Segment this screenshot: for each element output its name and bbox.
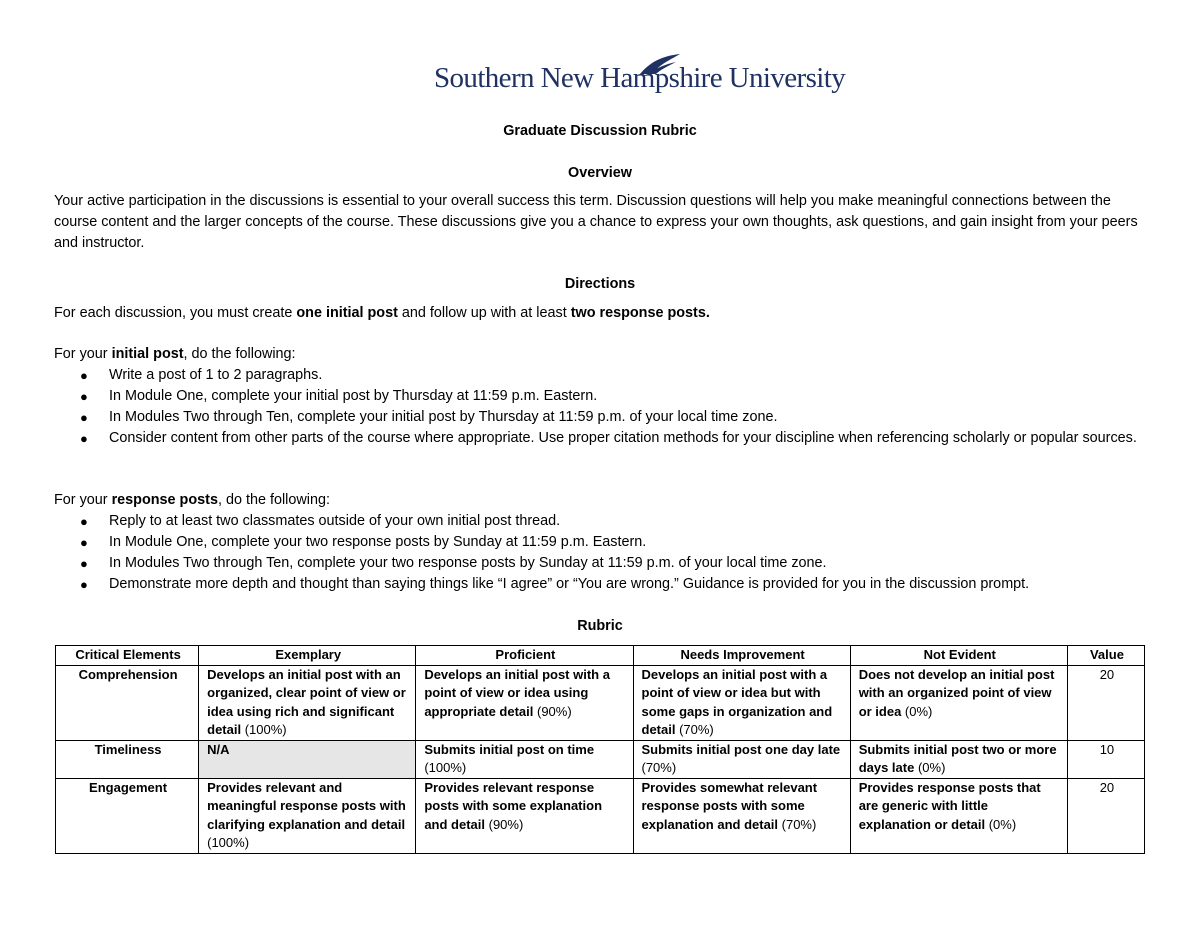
value-cell: 20 xyxy=(1067,665,1144,740)
university-logo xyxy=(434,52,846,108)
needs-improvement-cell: Develops an initial post with a point of view or idea but with some gaps in organization and detail (70%) xyxy=(633,665,850,740)
initial-post-instructions: For your initial post, do the following: xyxy=(54,346,296,362)
directions-heading: Directions xyxy=(564,276,636,292)
list-item: ● In Modules Two through Ten, complete your two response posts by Sunday at 11:59 p.m. of your local time zone. xyxy=(54,553,1149,574)
table-row xyxy=(56,778,1145,853)
needs-improvement-cell: Provides somewhat relevant response posts with some explanation and detail (70%) xyxy=(633,778,850,853)
bullet-icon: ● xyxy=(80,556,88,571)
critical-element-cell: Comprehension xyxy=(56,665,199,740)
exemplary-cell: Provides relevant and meaningful response posts with clarifying explanation and detail (100%) xyxy=(199,778,416,853)
list-item: ● In Modules Two through Ten, complete your initial post by Thursday at 11:59 p.m. of your local time zone. xyxy=(54,407,1149,428)
exemplary-cell: N/A xyxy=(199,740,416,778)
table-row xyxy=(56,665,1145,740)
overview-heading: Overview xyxy=(568,165,632,181)
critical-element-cell: Engagement xyxy=(56,778,199,853)
initial-post-emphasis: one initial post xyxy=(296,305,398,321)
critical-element-cell: Timeliness xyxy=(56,740,199,778)
column-header: Not Evident xyxy=(850,646,1067,666)
column-header: Critical Elements xyxy=(56,646,199,666)
proficient-cell: Submits initial post on time (100%) xyxy=(416,740,633,778)
list-item: ● In Module One, complete your initial post by Thursday at 11:59 p.m. Eastern. xyxy=(54,386,1149,407)
bullet-icon: ● xyxy=(80,410,88,425)
proficient-cell: Provides relevant response posts with some explanation and detail (90%) xyxy=(416,778,633,853)
bullet-icon: ● xyxy=(80,368,88,383)
bullet-icon: ● xyxy=(80,431,88,446)
table-row xyxy=(56,740,1145,778)
bullet-icon: ● xyxy=(80,535,88,550)
overview-text: Your active participation in the discussions is essential to your overall success this term. Discussion questions will help you make meaningful connections between the course content and the larger concepts of the course. These discussions give you a chance to express your own thoughts, ask questions, and gain insight from your peers and instructor. xyxy=(54,193,1138,251)
bullet-icon: ● xyxy=(80,389,88,404)
response-posts-emphasis: two response posts. xyxy=(570,305,710,321)
column-header: Proficient xyxy=(416,646,633,666)
list-item: ● Reply to at least two classmates outside of your own initial post thread. xyxy=(54,511,1149,532)
bullet-icon: ● xyxy=(80,577,88,592)
response-post-instructions: For your response posts, do the following: xyxy=(54,492,330,508)
logo-text: Southern New Hampshire University xyxy=(434,62,846,94)
column-header: Value xyxy=(1067,646,1144,666)
not-evident-cell: Submits initial post two or more days late (0%) xyxy=(850,740,1067,778)
value-cell: 10 xyxy=(1067,740,1144,778)
list-item: ● In Module One, complete your two response posts by Sunday at 11:59 p.m. Eastern. xyxy=(54,532,1149,553)
column-header: Exemplary xyxy=(199,646,416,666)
response-post-list xyxy=(54,511,1149,595)
table-header-row xyxy=(56,646,1145,666)
bullet-icon: ● xyxy=(80,514,88,529)
directions-intro: For each discussion, you must create one initial post and follow up with at least two response posts. xyxy=(54,305,710,321)
needs-improvement-cell: Submits initial post one day late (70%) xyxy=(633,740,850,778)
list-item: ● Demonstrate more depth and thought than saying things like “I agree” or “You are wrong.” Guidance is provided for you in the discussion prompt. xyxy=(54,574,1149,595)
document-title: Graduate Discussion Rubric xyxy=(503,123,697,139)
proficient-cell: Develops an initial post with a point of view or idea using appropriate detail (90%) xyxy=(416,665,633,740)
not-evident-cell: Provides response posts that are generic with little explanation or detail (0%) xyxy=(850,778,1067,853)
value-cell: 20 xyxy=(1067,778,1144,853)
rubric-heading: Rubric xyxy=(577,618,623,634)
initial-post-list xyxy=(54,365,1149,449)
exemplary-cell: Develops an initial post with an organized, clear point of view or idea using rich and significant detail (100%) xyxy=(199,665,416,740)
not-evident-cell: Does not develop an initial post with an organized point of view or idea (0%) xyxy=(850,665,1067,740)
list-item: ● Write a post of 1 to 2 paragraphs. xyxy=(54,365,1149,386)
rubric-table xyxy=(55,645,1145,854)
column-header: Needs Improvement xyxy=(633,646,850,666)
list-item: ● Consider content from other parts of the course where appropriate. Use proper citation methods for your discipline when referencing scholarly or popular sources. xyxy=(54,428,1149,449)
